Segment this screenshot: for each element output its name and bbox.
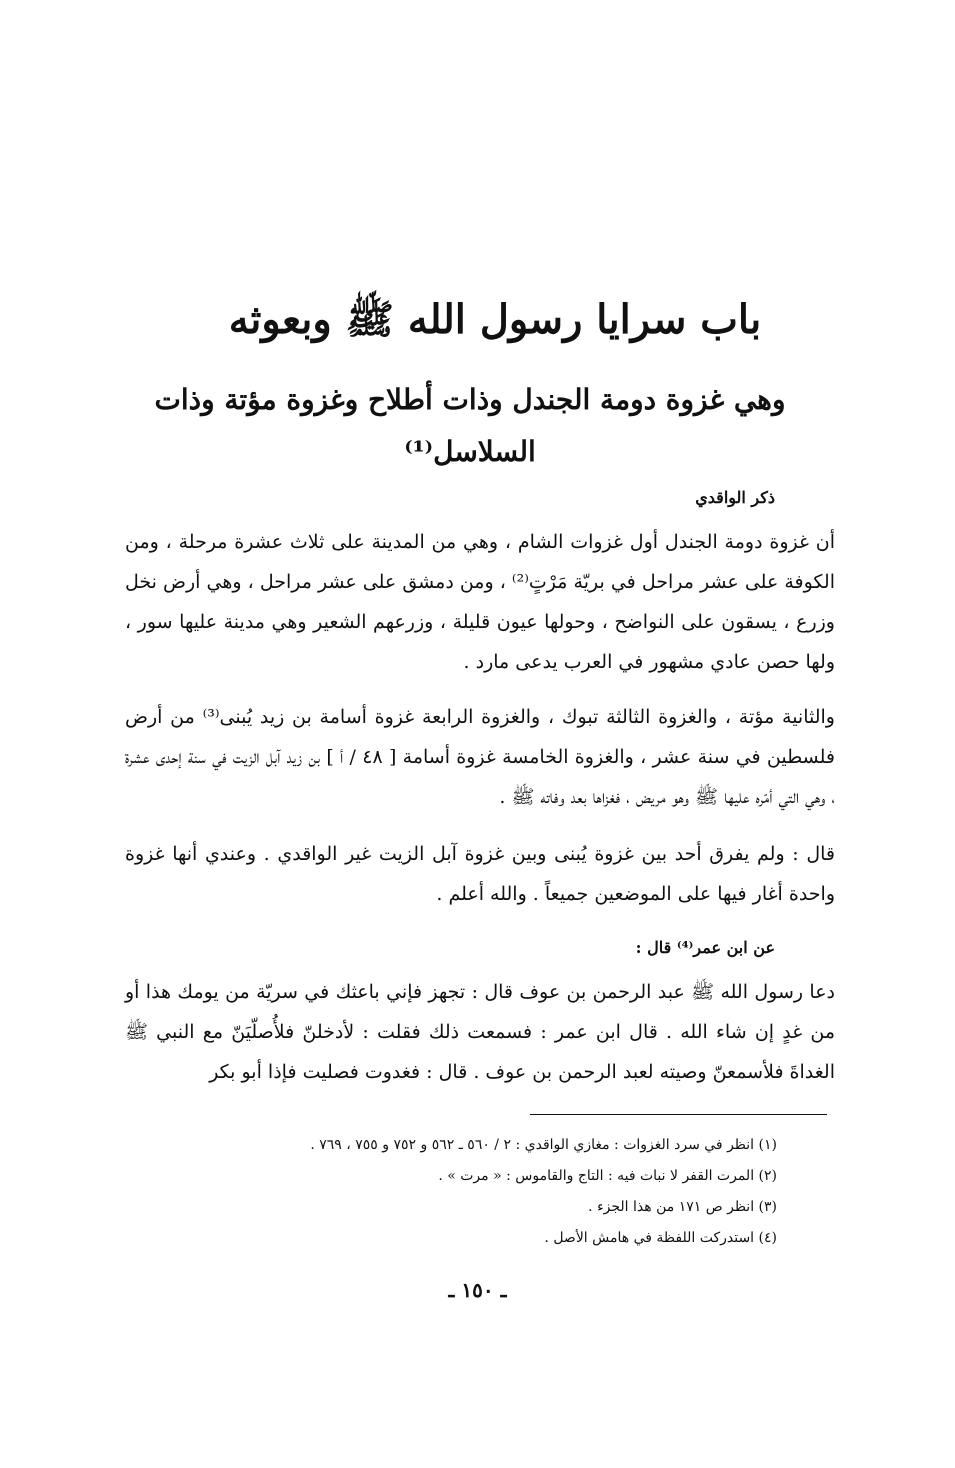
footnote-3: (٣) انظر ص ١٧١ من هذا الجزء .: [588, 1199, 777, 1215]
footnotes: [177, 1130, 777, 1254]
chapter-subtitle: وهي غزوة دومة الجندل وذات أطلاح وغزوة مؤتة وذات السلاسل⁽¹⁾: [154, 383, 786, 468]
footnote-1: (١) انظر في سرد الغزوات : مغازي الواقدي : ٢ / ٥٦٠ ـ ٥٦٢ و ٧٥٢ و ٧٥٥ ، ٧٦٩ .: [310, 1137, 777, 1153]
paragraph-4: دعا رسول الله ﷺ عبد الرحمن بن عوف قال : تجهز فإني باعثك في سريّة من يومك هذا أو من غدٍ إن شاء الله . قال ابن عمر : فسمعت ذلك فقلت : لأدخلنّ فلأُصلّيَنّ مع النبي ﷺ الغداةَ فلأسمعنّ وصيته لعبد الرحمن بن عوف . قال : فغدوت فصليت فإذا أبو بكر: [125, 981, 835, 1083]
chapter-title: باب سرايا رسول الله ﷺ وبعوثه: [228, 296, 762, 343]
footnote-2: (٢) المرت القفر لا نبات فيه : التاج والقاموس : « مرت » .: [438, 1168, 777, 1184]
section-label-waqidi: ذكر الواقدي: [695, 488, 775, 507]
paragraph-3: قال : ولم يفرق أحد بين غزوة يُبنى وبين غزوة آبل الزيت غير الواقدي . وعندي أنها غزوة واحدة أغار فيها على الموضعين جميعاً . والله أعلم .: [125, 843, 835, 905]
page-number: ـ ١٥٠ ـ: [448, 1278, 507, 1302]
footnote-separator: [530, 1114, 827, 1115]
section-label-ibn-umar: عن ابن عمر⁽⁴⁾ قال :: [635, 938, 775, 957]
paragraph-2: والثانية مؤتة ، والغزوة الثالثة تبوك ، والغزوة الرابعة غزوة أسامة بن زيد يُبنى⁽³⁾ من أرض فلسطين في سنة عشر ، والغزوة الخامسة غزوة أسامة [ ٤٨ / أ ] بن زيد آبل الزيت في سنة إحدى عشرة ، وهي التي أمّره عليها ﷺ وهو مريض ، فغزاها بعد وفاته ﷺ .: [125, 706, 835, 808]
footnote-4: (٤) استدركت اللفظة في هامش الأصل .: [544, 1230, 777, 1246]
paragraph-1: أن غزوة دومة الجندل أول غزوات الشام ، وهي من المدينة على ثلاث عشرة مرحلة ، ومن الكوفة على عشر مراحل في بريّة مَرْتٍ⁽²⁾ ، ومن دمشق على عشر مراحل ، وهي أرض نخل وزرع ، يسقون على النواضح ، وحولها عيون قليلة ، وزرعهم الشعير وهي مدينة عليها سور ، ولها حصن عادي مشهور في العرب يدعى مارد .: [125, 531, 835, 673]
